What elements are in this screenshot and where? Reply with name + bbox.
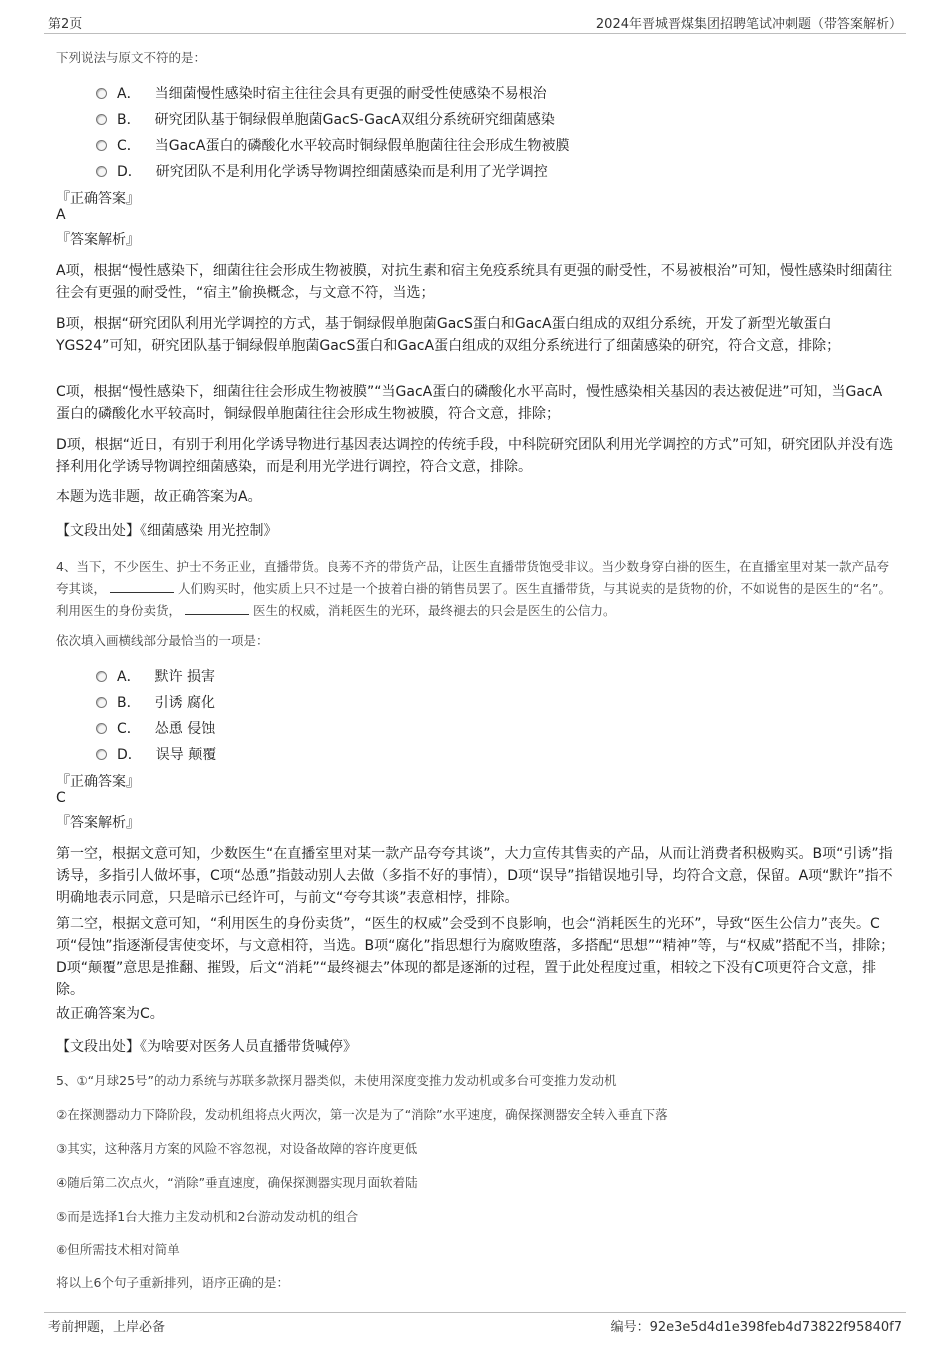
q3-analysis-d: D项，根据“近日，有别于利用化学诱导物进行基因表达调控的传统手段，中科院研究团队利用光学调控的方式”可知，研究团队并没有选择利用化学诱导物调控细菌感染，而是利用光学进行调控，符合文意，排除。 bbox=[56, 437, 894, 475]
q4-analysis-2: 第二空，根据文意可知，“利用医生的身份卖货”，“医生的权威”会受到不良影响，也会“消耗医生的光环”，导致“医生公信力”丧失。C项“侵蚀”指逐渐侵害使变坏，与文意相符，当选。B项“腐化”指思想行为腐败堕落，多搭配“思想”“精神”等，与“权威”搭配不当，排除；D项“颠覆”意思是推翻、摧毁，后文“消耗”“最终褪去”体现的都是逐渐的过程，置于此处程度过重，相较之下没有C项更符合文意，排除。 bbox=[56, 916, 895, 998]
radio-icon[interactable] bbox=[96, 697, 107, 708]
q3-option-b[interactable]: B． 研究团队基于铜绿假单胞菌GacS-GacA双组分系统研究细菌感染 bbox=[96, 109, 555, 129]
radio-icon[interactable] bbox=[96, 114, 107, 125]
q4-stem: 4、当下，不少医生、护士不务正业，直播带货。良莠不齐的带货产品，让医生直播带货饱受非议。当少数身穿白褂的医生，在直播室里对某一款产品夸夸其谈， 人们购买时，他实质上只不过是一个披着白褂的销售员罢了。医生直播带货，与其说卖的是货物的价，不如说售的是医生的“名”。利用医生的身份卖货， 医生的权威，消耗医生的光环，最终褪去的只会是医生的公信力。 bbox=[56, 559, 891, 618]
q3-answer-label: 『正确答案』 bbox=[56, 191, 140, 207]
radio-icon[interactable] bbox=[96, 140, 107, 151]
q3-source: 【文段出处】《细菌感染 用光控制》 bbox=[56, 523, 278, 539]
q3-option-a[interactable]: A． 当细菌慢性感染时宿主往往会具有更强的耐受性使感染不易根治 bbox=[96, 83, 547, 103]
q3-option-c[interactable]: C． 当GacA蛋白的磷酸化水平较高时铜绿假单胞菌往往会形成生物被膜 bbox=[96, 135, 569, 155]
q4-source: 【文段出处】《为啥要对医务人员直播带货喊停》 bbox=[56, 1039, 357, 1055]
q3-prompt: 下列说法与原文不符的是： bbox=[56, 50, 207, 65]
q3-analysis-a: A项，根据“慢性感染下，细菌往往会形成生物被膜，对抗生素和宿主免疫系统具有更强的耐受性，不易被根治”可知，慢性感染时细菌往往会有更强的耐受性，“宿主”偷换概念，与文意不符，当选； bbox=[56, 263, 893, 301]
q3-conclusion: 本题为选非题，故正确答案为A。 bbox=[56, 489, 262, 505]
q5-prompt: 将以上6个句子重新排列，语序正确的是： bbox=[56, 1275, 289, 1290]
q3-analysis-label: 『答案解析』 bbox=[56, 232, 140, 248]
q3-analysis-b: B项，根据“研究团队利用光学调控的方式，基于铜绿假单胞菌GacS蛋白和GacA蛋白组成的双组分系统，开发了新型光敏蛋白YGS24”可知，研究团队基于铜绿假单胞菌GacS蛋白和GacA蛋白组成的双组分系统进行了细菌感染的研究，符合文意，排除； bbox=[56, 316, 841, 354]
q4-option-b[interactable]: B． 引诱 腐化 bbox=[96, 692, 215, 712]
radio-icon[interactable] bbox=[96, 671, 107, 682]
radio-icon[interactable] bbox=[96, 166, 107, 177]
q4-answer-label: 『正确答案』 bbox=[56, 774, 140, 790]
page-number: 第2页 bbox=[48, 17, 83, 32]
q5-sentence-1: 5、①“月球25号”的动力系统与苏联多款探月器类似，未使用深度变推力发动机或多台可变推力发动机 bbox=[56, 1073, 617, 1088]
q4-option-c[interactable]: C． 怂恿 侵蚀 bbox=[96, 718, 215, 738]
q5-sentence-4: ④随后第二次点火，“消除”垂直速度，确保探测器实现月面软着陆 bbox=[56, 1175, 418, 1190]
q3-option-d[interactable]: D． 研究团队不是利用化学诱导物调控细菌感染而是利用了光学调控 bbox=[96, 161, 548, 181]
radio-icon[interactable] bbox=[96, 749, 107, 760]
fill-blank-2[interactable] bbox=[185, 600, 249, 615]
footer-divider bbox=[44, 1312, 906, 1313]
footer-slogan: 考前押题，上岸必备 bbox=[48, 1320, 166, 1335]
q4-conclusion: 故正确答案为C。 bbox=[56, 1006, 164, 1022]
q4-analysis-1: 第一空，根据文意可知，少数医生“在直播室里对某一款产品夸夸其谈”，大力宣传其售卖的产品，从而让消费者积极购买。B项“引诱”指诱导，多指引人做坏事，C项“怂恿”指鼓动别人去做（多指不好的事情），D项“误导”指错误地引导，均符合文意，保留。A项“默许”指不明确地表示同意，只是暗示已经许可，与前文“夸夸其谈”表意相悖，排除。 bbox=[56, 846, 893, 906]
q4-option-a[interactable]: A． 默许 损害 bbox=[96, 666, 215, 686]
q5-sentence-2: ②在探测器动力下降阶段，发动机组将点火两次，第一次是为了“消除”水平速度，确保探测器安全转入垂直下落 bbox=[56, 1107, 668, 1122]
document-code: 编号：92e3e5d4d1e398feb4d73822f95840f7 bbox=[610, 1320, 902, 1335]
q3-analysis-c: C项，根据“慢性感染下，细菌往往会形成生物被膜”“当GacA蛋白的磷酸化水平高时，慢性感染相关基因的表达被促进”可知，当GacA蛋白的磷酸化水平较高时，铜绿假单胞菌往往会形成生物被膜，符合文意，排除； bbox=[56, 384, 883, 422]
header-divider bbox=[44, 33, 906, 34]
q4-option-d[interactable]: D． 误导 颠覆 bbox=[96, 744, 216, 764]
q3-answer: A bbox=[56, 207, 66, 223]
document-title: 2024年晋城晋煤集团招聘笔试冲刺题（带答案解析） bbox=[595, 17, 902, 32]
q5-sentence-3: ③其实，这种落月方案的风险不容忽视，对设备故障的容许度更低 bbox=[56, 1141, 418, 1156]
q4-prompt: 依次填入画横线部分最恰当的一项是： bbox=[56, 633, 269, 648]
q4-analysis-label: 『答案解析』 bbox=[56, 815, 140, 831]
q5-sentence-6: ⑥但所需技术相对简单 bbox=[56, 1242, 180, 1257]
q4-answer: C bbox=[56, 790, 66, 806]
radio-icon[interactable] bbox=[96, 88, 107, 99]
fill-blank-1[interactable] bbox=[110, 578, 174, 593]
q5-sentence-5: ⑤而是选择1台大推力主发动机和2台游动发动机的组合 bbox=[56, 1209, 359, 1224]
radio-icon[interactable] bbox=[96, 723, 107, 734]
